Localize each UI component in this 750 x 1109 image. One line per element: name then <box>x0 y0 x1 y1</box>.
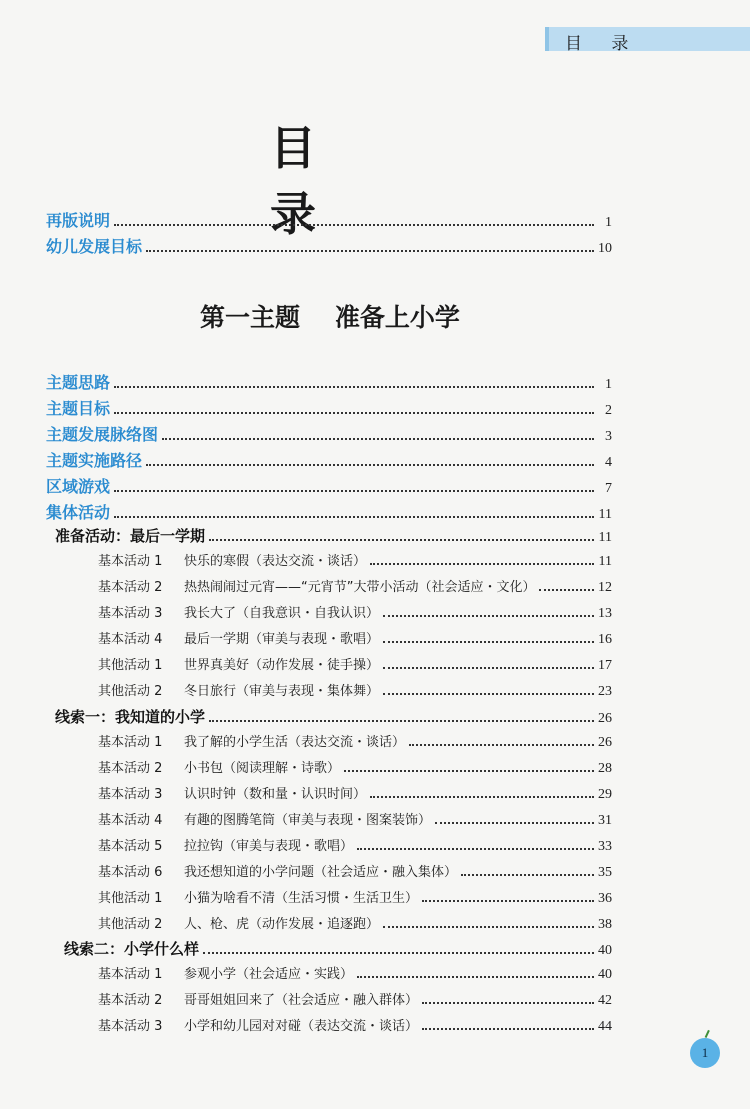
leader-dots <box>114 489 594 492</box>
toc-entry[interactable] <box>98 757 612 777</box>
toc-label: 主题目标 <box>46 399 111 418</box>
leader-dots <box>461 873 594 876</box>
leader-dots <box>370 562 594 565</box>
activity-kind: 基本活动 3 <box>98 1019 163 1034</box>
activity-kind: 基本活动 1 <box>98 735 163 750</box>
toc-page-number: 16 <box>598 632 612 647</box>
group-heading: 准备活动：最后一学期 <box>55 527 206 545</box>
leader-dots <box>383 614 594 617</box>
toc-entry[interactable] <box>98 783 612 803</box>
toc-page-number: 36 <box>598 891 612 906</box>
toc-entry[interactable] <box>98 913 612 933</box>
activity-title: 最后一学期（审美与表现・歌唱） <box>184 632 380 647</box>
header-tab-label: 目 录 <box>565 34 641 54</box>
activity-title: 我还想知道的小学问题（社会适应・融入集体） <box>184 865 458 880</box>
leader-dots <box>344 769 594 772</box>
leader-dots <box>383 640 594 643</box>
toc-row-theme-1[interactable] <box>46 370 612 393</box>
activity-title: 认识时钟（数和量・认识时间） <box>184 787 367 802</box>
activity-kind: 基本活动 3 <box>98 787 163 802</box>
toc-entry[interactable] <box>98 731 612 751</box>
toc-page-number: 40 <box>598 967 612 982</box>
toc-entry[interactable] <box>98 887 612 907</box>
leader-dots <box>203 951 594 954</box>
toc-page-number: 28 <box>598 761 612 776</box>
toc-page-number: 1 <box>605 377 612 392</box>
page-number-badge: 1 <box>690 1038 720 1068</box>
activity-title: 哥哥姐姐回来了（社会适应・融入群体） <box>184 993 419 1008</box>
toc-page-number: 2 <box>605 403 612 418</box>
toc-entry[interactable] <box>98 602 612 622</box>
leader-dots <box>409 743 594 746</box>
toc-entry[interactable] <box>98 550 612 570</box>
toc-page-number: 26 <box>598 735 612 750</box>
activity-kind: 基本活动 3 <box>98 606 163 621</box>
activity-kind: 基本活动 2 <box>98 761 163 776</box>
leader-dots <box>383 666 594 669</box>
leader-dots <box>162 437 594 440</box>
group-heading: 线索二：小学什么样 <box>64 940 200 958</box>
toc-entry[interactable] <box>98 809 612 829</box>
activity-kind: 基本活动 6 <box>98 865 163 880</box>
toc-page-number: 7 <box>605 481 612 496</box>
leader-dots <box>209 719 594 722</box>
toc-label: 主题实施路径 <box>46 451 143 470</box>
leader-dots <box>357 975 594 978</box>
toc-page-number: 11 <box>598 554 612 569</box>
toc-page-number: 11 <box>598 530 612 545</box>
activity-title: 小猫为啥看不清（生活习惯・生活卫生） <box>184 891 419 906</box>
toc-page-number: 4 <box>605 455 612 470</box>
toc-group-heading[interactable] <box>55 706 612 727</box>
activity-kind: 其他活动 1 <box>98 891 163 906</box>
activity-kind: 基本活动 1 <box>98 967 163 982</box>
activity-title: 小学和幼儿园对对碰（表达交流・谈话） <box>184 1019 419 1034</box>
toc-group-heading[interactable] <box>55 525 612 546</box>
activity-kind: 其他活动 2 <box>98 917 163 932</box>
leader-dots <box>114 515 594 518</box>
toc-page-number: 31 <box>598 813 612 828</box>
leader-dots <box>209 538 594 541</box>
toc-page-number: 29 <box>598 787 612 802</box>
activity-title: 人、枪、虎（动作发展・追逐跑） <box>184 917 380 932</box>
toc-page-number: 3 <box>605 429 612 444</box>
toc-page-number: 33 <box>598 839 612 854</box>
activity-title: 冬日旅行（审美与表现・集体舞） <box>184 684 380 699</box>
leader-dots <box>422 899 594 902</box>
leader-dots <box>146 249 594 252</box>
toc-page-number: 10 <box>598 241 612 256</box>
activity-title: 有趣的图腾笔筒（审美与表现・图案装饰） <box>184 813 432 828</box>
page-title: 目录 <box>270 121 364 241</box>
toc-row-front-1[interactable] <box>46 208 612 231</box>
activity-kind: 其他活动 1 <box>98 658 163 673</box>
leader-dots <box>114 411 594 414</box>
toc-entry[interactable] <box>98 989 612 1009</box>
leader-dots <box>146 463 594 466</box>
toc-page-number: 38 <box>598 917 612 932</box>
toc-entry[interactable] <box>98 861 612 881</box>
toc-page-number: 23 <box>598 684 612 699</box>
leader-dots <box>435 821 594 824</box>
toc-entry[interactable] <box>98 1015 612 1035</box>
activity-title: 小书包（阅读理解・诗歌） <box>184 761 341 776</box>
toc-row-front-2[interactable] <box>46 234 612 257</box>
leader-dots <box>422 1027 594 1030</box>
activity-title: 热热闹闹过元宵——“元宵节”大带小活动（社会适应・文化） <box>184 580 536 595</box>
activity-kind: 基本活动 4 <box>98 813 163 828</box>
toc-page-number: 17 <box>598 658 612 673</box>
leader-dots <box>539 588 594 591</box>
activity-title: 我了解的小学生活（表达交流・谈话） <box>184 735 406 750</box>
activity-title: 参观小学（社会适应・实践） <box>184 967 354 982</box>
leader-dots <box>114 223 594 226</box>
activity-title: 快乐的寒假（表达交流・谈话） <box>184 554 367 569</box>
toc-row-theme-4[interactable] <box>46 448 612 471</box>
activity-title: 世界真美好（动作发展・徒手操） <box>184 658 380 673</box>
activity-title: 拉拉钩（审美与表现・歌唱） <box>184 839 354 854</box>
header-tab-edge <box>545 27 549 51</box>
leader-dots <box>383 925 594 928</box>
toc-page-number: 40 <box>598 943 612 958</box>
toc-entry[interactable] <box>98 628 612 648</box>
toc-label: 主题发展脉络图 <box>46 425 159 444</box>
section-title: 第一主题 准备上小学 <box>200 303 460 332</box>
toc-page-number: 26 <box>598 711 612 726</box>
toc-page-number: 42 <box>598 993 612 1008</box>
toc-page-number: 1 <box>605 215 612 230</box>
toc-row-theme-2[interactable] <box>46 396 612 419</box>
toc-entry[interactable] <box>98 654 612 674</box>
activity-kind: 基本活动 2 <box>98 580 163 595</box>
toc-label: 区域游戏 <box>46 477 111 496</box>
toc-page-number: 13 <box>598 606 612 621</box>
group-heading: 线索一：我知道的小学 <box>55 708 206 726</box>
toc-entry[interactable] <box>98 576 612 596</box>
toc-group-heading[interactable] <box>64 938 612 959</box>
leader-dots <box>383 692 594 695</box>
toc-entry[interactable] <box>98 963 612 983</box>
toc-row-theme-5[interactable] <box>46 474 612 497</box>
toc-row-theme-6[interactable] <box>46 500 612 523</box>
toc-row-theme-3[interactable] <box>46 422 612 445</box>
leader-dots <box>422 1001 594 1004</box>
toc-page-number: 35 <box>598 865 612 880</box>
toc-entry[interactable] <box>98 680 612 700</box>
toc-page-number: 44 <box>598 1019 612 1034</box>
toc-page-number: 11 <box>598 507 612 522</box>
toc-label: 集体活动 <box>46 503 111 522</box>
toc-label: 主题思路 <box>46 373 111 392</box>
leader-dots <box>114 385 594 388</box>
toc-label: 再版说明 <box>46 211 111 230</box>
activity-kind: 基本活动 5 <box>98 839 163 854</box>
leader-dots <box>370 795 594 798</box>
activity-kind: 基本活动 4 <box>98 632 163 647</box>
activity-kind: 基本活动 2 <box>98 993 163 1008</box>
toc-label: 幼儿发展目标 <box>46 237 143 256</box>
toc-entry[interactable] <box>98 835 612 855</box>
toc-page-number: 12 <box>598 580 612 595</box>
activity-kind: 基本活动 1 <box>98 554 163 569</box>
leader-dots <box>357 847 594 850</box>
activity-title: 我长大了（自我意识・自我认识） <box>184 606 380 621</box>
activity-kind: 其他活动 2 <box>98 684 163 699</box>
